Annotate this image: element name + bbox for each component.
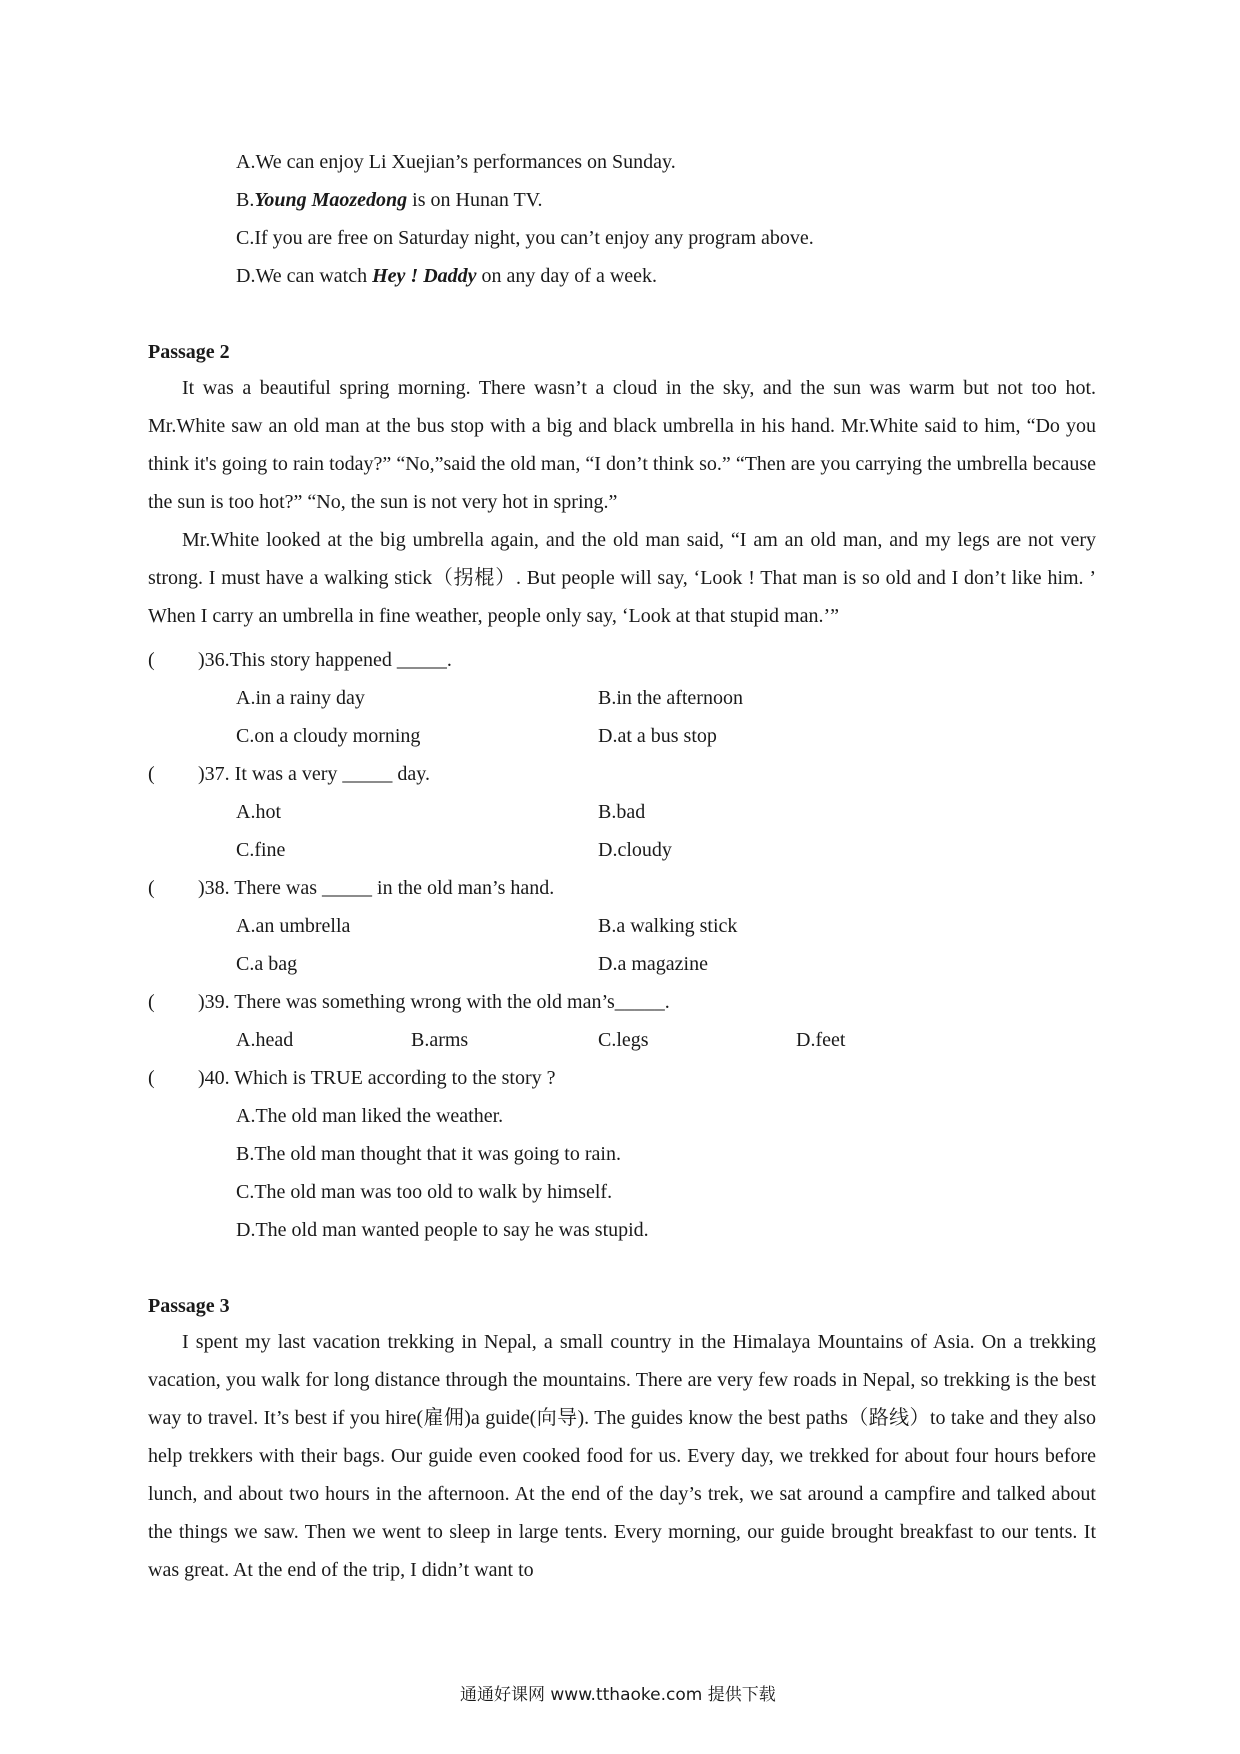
prev-option-b-suffix: is on Hunan TV.	[407, 189, 543, 211]
question-36-option-d: D.at a bus stop	[598, 725, 717, 747]
answer-paren-36: (	[148, 649, 155, 671]
question-37-stem: )37. It was a very _____ day.	[198, 763, 430, 785]
prev-option-d-italic: Hey ! Daddy	[372, 265, 477, 287]
prev-option-d-suffix: on any day of a week.	[476, 265, 658, 287]
prev-option-d-prefix: D.We can watch	[236, 265, 373, 287]
passage3-body	[148, 1323, 1096, 1589]
prev-option-b-italic: Young Maozedong	[254, 189, 408, 211]
question-37-option-c: C.fine	[236, 839, 286, 861]
question-36-stem: )36.This story happened _____.	[198, 649, 452, 671]
question-39-stem: )39. There was something wrong with the old man’s_____.	[198, 991, 670, 1013]
question-38-stem: )38. There was _____ in the old man’s hand.	[198, 877, 555, 899]
question-36-option-c: C.on a cloudy morning	[236, 725, 421, 747]
prev-option-c: C.If you are free on Saturday night, you can’t enjoy any program above.	[236, 227, 814, 249]
answer-paren-37: (	[148, 763, 155, 785]
question-40-option-a: A.The old man liked the weather.	[236, 1105, 504, 1127]
question-38-option-c: C.a bag	[236, 953, 298, 975]
page-footer: 通通好课网 www.tthaoke.com 提供下载	[460, 1685, 776, 1705]
answer-paren-38: (	[148, 877, 155, 899]
passage3-title: Passage 3	[148, 1295, 230, 1317]
question-40-option-b: B.The old man thought that it was going to rain.	[236, 1143, 621, 1165]
question-37-option-a: A.hot	[236, 801, 281, 823]
passage3-paragraph-1: I spent my last vacation trekking in Nepal, a small country in the Himalaya Mountains of Asia. On a trekking vacation, you walk for long distance through the mountains. There are very few roads in Nepal, so trekking is the best way to travel. It’s best if you hire(雇佣)a guide(向导). The guides know the best paths（路线）to take and they also help trekkers with their bags. Our guide even cooked food for us. Every day, we trekked for about four hours before lunch, and about two hours in the afternoon. At the end of the day’s trek, we sat around a campfire and talked about the things we saw. Then we went to sleep in large tents. Every morning, our guide brought breakfast to our tents. It was great. At the end of the trip, I didn’t want to	[148, 1331, 1096, 1581]
question-39-option-a: A.head	[236, 1029, 294, 1051]
answer-paren-39: (	[148, 991, 155, 1013]
passage2-body	[148, 369, 1096, 635]
question-39-option-b: B.arms	[411, 1029, 469, 1051]
question-38-option-b: B.a walking stick	[598, 915, 738, 937]
question-40-option-c: C.The old man was too old to walk by himself.	[236, 1181, 613, 1203]
question-36-option-b: B.in the afternoon	[598, 687, 743, 709]
question-38-option-d: D.a magazine	[598, 953, 708, 975]
question-37-option-d: D.cloudy	[598, 839, 672, 861]
prev-option-a: A.We can enjoy Li Xuejian’s performances on Sunday.	[236, 151, 676, 173]
passage2-paragraph-1: It was a beautiful spring morning. There wasn’t a cloud in the sky, and the sun was warm but not too hot. Mr.White saw an old man at the bus stop with a big and black umbrella in his hand. Mr.White said to him, “Do you think it's going to rain today?” “No,”said the old man, “I don’t think so.” “Then are you carrying the umbrella because the sun is too hot?” “No, the sun is not very hot in spring.”	[148, 377, 1096, 513]
prev-option-b-prefix: B.	[236, 189, 255, 211]
prev-option-d	[236, 264, 657, 288]
question-40-option-d: D.The old man wanted people to say he was stupid.	[236, 1219, 649, 1241]
passage2-title: Passage 2	[148, 341, 230, 363]
answer-paren-40: (	[148, 1067, 155, 1089]
question-36-option-a: A.in a rainy day	[236, 687, 365, 709]
question-39-option-c: C.legs	[598, 1029, 649, 1051]
question-38-option-a: A.an umbrella	[236, 915, 351, 937]
prev-option-b	[236, 188, 543, 212]
question-37-option-b: B.bad	[598, 801, 646, 823]
passage2-paragraph-2: Mr.White looked at the big umbrella again, and the old man said, “I am an old man, and my legs are not very strong. I must have a walking stick（拐棍）. But people will say, ‘Look ! That man is so old and I don’t like him. ’ When I carry an umbrella in fine weather, people only say, ‘Look at that stupid man.’”	[148, 529, 1096, 627]
question-40-stem: )40. Which is TRUE according to the story ?	[198, 1067, 556, 1089]
question-39-option-d: D.feet	[796, 1029, 846, 1051]
